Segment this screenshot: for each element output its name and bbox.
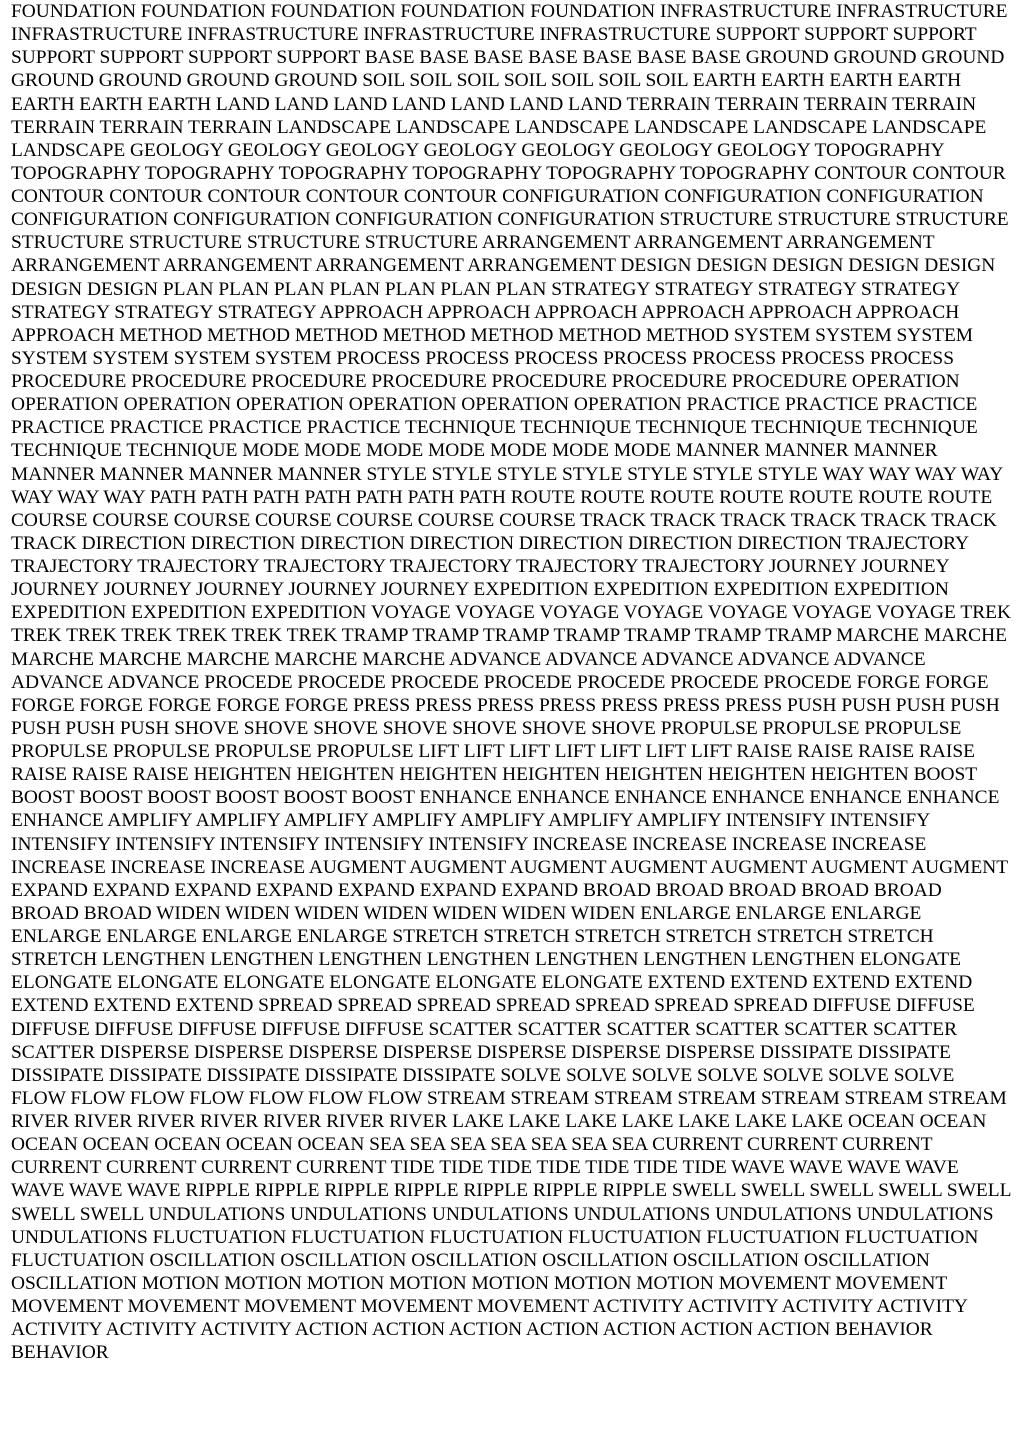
- text-line: MOVEMENT MOVEMENT MOVEMENT MOVEMENT ACTIVITY ACTIVITY ACTIVITY ACTIVITY ACTIVITY: [11, 1296, 968, 1341]
- text-line: DIRECTION DIRECTION DIRECTION DIRECTION DIRECTION DIRECTION TRAJECTORY TRAJECTORY: [11, 532, 969, 577]
- text-line: BOOST ENHANCE ENHANCE ENHANCE ENHANCE ENHANCE ENHANCE ENHANCE AMPLIFY AMPLIFY: [11, 787, 1000, 832]
- text-line: TIDE TIDE TIDE WAVE WAVE WAVE WAVE WAVE WAVE WAVE RIPPLE RIPPLE RIPPLE RIPPLE RIPPLE: [11, 1157, 959, 1202]
- text-line: OPERATION PRACTICE PRACTICE PRACTICE PRACTICE PRACTICE PRACTICE PRACTICE TECHNIQUE: [11, 394, 978, 439]
- text-line: UNDULATIONS UNDULATIONS UNDULATIONS UNDULATIONS UNDULATIONS FLUCTUATION: [11, 1203, 994, 1248]
- text-line: STRATEGY STRATEGY STRATEGY STRATEGY APPROACH APPROACH APPROACH APPROACH: [11, 278, 960, 323]
- text-line: TOPOGRAPHY TOPOGRAPHY TOPOGRAPHY CONTOUR CONTOUR CONTOUR CONTOUR CONTOUR: [11, 162, 1006, 207]
- text-line: TRAMP MARCHE MARCHE MARCHE MARCHE MARCHE MARCHE MARCHE ADVANCE ADVANCE: [11, 625, 1007, 670]
- text-line: INFRASTRUCTURE INFRASTRUCTURE INFRASTRUCTURE INFRASTRUCTURE INFRASTRUCTURE: [11, 1, 1008, 46]
- text-line: MODE MODE MODE MANNER MANNER MANNER MANNER MANNER MANNER MANNER STYLE STYLE: [11, 440, 938, 485]
- text-line: EXPEDITION EXPEDITION EXPEDITION VOYAGE VOYAGE VOYAGE VOYAGE VOYAGE VOYAGE: [11, 602, 872, 624]
- text-line: MOTION MOTION MOTION MOTION MOTION MOTION MOTION MOVEMENT MOVEMENT MOVEMENT: [11, 1272, 947, 1317]
- text-line: LIFT LIFT LIFT LIFT LIFT RAISE RAISE RAISE RAISE RAISE RAISE RAISE HEIGHTEN HEIGHTEN: [11, 741, 975, 786]
- text-line: SCATTER SCATTER SCATTER DISPERSE DISPERSE DISPERSE DISPERSE DISPERSE DISPERSE DISPERSE: [11, 1018, 958, 1063]
- text-line: TRAJECTORY TRAJECTORY TRAJECTORY TRAJECTORY TRAJECTORY JOURNEY JOURNEY JOURNEY: [11, 556, 949, 601]
- text-line: LENGTHEN LENGTHEN LENGTHEN LENGTHEN LENGTHEN LENGTHEN LENGTHEN ELONGATE: [102, 949, 961, 971]
- text-line: DIFFUSE DIFFUSE DIFFUSE DIFFUSE DIFFUSE DIFFUSE DIFFUSE SCATTER SCATTER SCATTER SCATTER: [11, 995, 975, 1040]
- text-line: STYLE STYLE STYLE STYLE STYLE WAY WAY WAY WAY WAY WAY WAY PATH PATH PATH PATH PATH: [11, 463, 1003, 508]
- text-line: STREAM STREAM STREAM RIVER RIVER RIVER RIVER RIVER RIVER RIVER LAKE LAKE LAKE LAKE: [11, 1087, 1007, 1132]
- text-line: PROCESS PROCESS PROCESS PROCEDURE PROCEDURE PROCEDURE PROCEDURE PROCEDURE: [11, 347, 954, 392]
- text-line: VOYAGE TREK TREK TREK TREK TREK TREK TREK TRAMP TRAMP TRAMP TRAMP TRAMP TRAMP: [11, 602, 1012, 647]
- text-line: ACTIVITY ACTIVITY ACTION ACTION ACTION ACTION ACTION ACTION ACTION BEHAVIOR BEHAVIOR: [11, 1319, 933, 1364]
- text-line: HEIGHTEN HEIGHTEN HEIGHTEN HEIGHTEN HEIGHTEN BOOST BOOST BOOST BOOST BOOST BOOST: [11, 764, 977, 809]
- text-line: ENLARGE ENLARGE ENLARGE STRETCH STRETCH STRETCH STRETCH STRETCH STRETCH STRETCH: [11, 926, 934, 971]
- text-line: FLUCTUATION FLUCTUATION FLUCTUATION FLUCTUATION FLUCTUATION FLUCTUATION: [11, 1226, 979, 1271]
- text-line: AMPLIFY AMPLIFY AMPLIFY AMPLIFY AMPLIFY INTENSIFY INTENSIFY INTENSIFY INTENSIFY: [11, 810, 930, 855]
- text-line: DESIGN DESIGN DESIGN PLAN PLAN PLAN PLAN PLAN PLAN PLAN STRATEGY STRATEGY STRATEGY: [11, 255, 996, 300]
- text-line: FOUNDATION FOUNDATION FOUNDATION FOUNDATION FOUNDATION INFRASTRUCTURE: [11, 1, 832, 22]
- text-line: ADVANCE ADVANCE ADVANCE ADVANCE ADVANCE PROCEDE PROCEDE PROCEDE PROCEDE PROCEDE: [11, 648, 926, 693]
- text-line: COURSE COURSE COURSE TRACK TRACK TRACK TRACK TRACK TRACK TRACK DIRECTION: [11, 509, 997, 554]
- text-line: SOIL SOIL EARTH EARTH EARTH EARTH EARTH EARTH EARTH LAND LAND LAND LAND LAND LAND: [11, 70, 962, 115]
- text-line: BASE GROUND GROUND GROUND GROUND GROUND GROUND GROUND SOIL SOIL SOIL SOIL SOIL: [11, 47, 1005, 92]
- text-line: ELONGATE ELONGATE ELONGATE ELONGATE ELONGATE ELONGATE EXTEND EXTEND EXTEND: [11, 972, 890, 994]
- text-line: INTENSIFY INTENSIFY INTENSIFY INCREASE INCREASE INCREASE INCREASE INCREASE INCREASE: [11, 833, 927, 878]
- text-line: OSCILLATION OSCILLATION OSCILLATION OSCILLATION OSCILLATION OSCILLATION OSCILLATION: [11, 1249, 930, 1294]
- text-line: PROCEDE PROCEDE FORGE FORGE FORGE FORGE FORGE FORGE FORGE PRESS PRESS PRESS PRESS: [11, 671, 989, 716]
- text-line: STRUCTURE STRUCTURE STRUCTURE STRUCTURE ARRANGEMENT ARRANGEMENT ARRANGEMENT: [11, 232, 935, 254]
- text-line: EXPAND EXPAND EXPAND EXPAND EXPAND EXPAND BROAD BROAD BROAD BROAD BROAD BROAD: [11, 879, 942, 924]
- text-line: PROCEDURE PROCEDURE OPERATION OPERATION OPERATION OPERATION OPERATION OPERATION: [11, 371, 960, 416]
- text-line: EXTEND EXTEND EXTEND EXTEND SPREAD SPREAD SPREAD SPREAD SPREAD SPREAD SPREAD: [11, 972, 973, 1017]
- text-line: ARRANGEMENT ARRANGEMENT ARRANGEMENT ARRANGEMENT DESIGN DESIGN DESIGN DESIGN: [11, 255, 920, 277]
- text-line: SYSTEM SYSTEM SYSTEM SYSTEM SYSTEM SYSTEM SYSTEM PROCESS PROCESS PROCESS PROCESS: [11, 324, 974, 369]
- text-line: GEOLOGY GEOLOGY GEOLOGY GEOLOGY TOPOGRAPHY TOPOGRAPHY TOPOGRAPHY TOPOGRAPHY: [11, 139, 944, 184]
- text-line: PATH PATH ROUTE ROUTE ROUTE ROUTE ROUTE ROUTE ROUTE COURSE COURSE COURSE COURSE: [11, 486, 993, 531]
- text-line: APPROACH APPROACH APPROACH METHOD METHOD METHOD METHOD METHOD METHOD METHOD: [11, 301, 960, 346]
- text-line: SOLVE SOLVE SOLVE FLOW FLOW FLOW FLOW FLOW FLOW FLOW STREAM STREAM STREAM STREAM: [11, 1064, 955, 1109]
- text-line: SUPPORT SUPPORT SUPPORT SUPPORT SUPPORT SUPPORT SUPPORT BASE BASE BASE BASE BASE BASE: [11, 24, 977, 69]
- text-line: SEA CURRENT CURRENT CURRENT CURRENT CURRENT CURRENT CURRENT TIDE TIDE TIDE TIDE: [11, 1134, 933, 1179]
- text-line: LAKE LAKE LAKE OCEAN OCEAN OCEAN OCEAN OCEAN OCEAN OCEAN SEA SEA SEA SEA SEA SEA: [11, 1111, 987, 1156]
- text-line: LANDSCAPE LANDSCAPE LANDSCAPE LANDSCAPE LANDSCAPE GEOLOGY GEOLOGY GEOLOGY: [11, 116, 987, 161]
- text-line: BROAD WIDEN WIDEN WIDEN WIDEN WIDEN WIDEN WIDEN ENLARGE ENLARGE ENLARGE ENLARGE: [11, 902, 922, 947]
- text-line: TECHNIQUE TECHNIQUE TECHNIQUE TECHNIQUE TECHNIQUE TECHNIQUE MODE MODE MODE MODE: [11, 417, 978, 462]
- text-line: RIPPLE RIPPLE SWELL SWELL SWELL SWELL SWELL SWELL SWELL UNDULATIONS UNDULATIONS: [11, 1180, 1011, 1225]
- text-line: INCREASE AUGMENT AUGMENT AUGMENT AUGMENT AUGMENT AUGMENT AUGMENT EXPAND: [11, 856, 1008, 901]
- text-line: JOURNEY JOURNEY JOURNEY JOURNEY EXPEDITION EXPEDITION EXPEDITION EXPEDITION: [103, 579, 949, 601]
- text-line: PRESS PRESS PRESS PUSH PUSH PUSH PUSH PUSH PUSH PUSH SHOVE SHOVE SHOVE SHOVE SHOVE: [11, 694, 1000, 739]
- text-line: SHOVE SHOVE PROPULSE PROPULSE PROPULSE PROPULSE PROPULSE PROPULSE PROPULSE LIFT LIFT: [11, 717, 962, 762]
- text-line: CONFIGURATION CONFIGURATION CONFIGURATION STRUCTURE STRUCTURE STRUCTURE: [173, 209, 1009, 231]
- text-line: CONTOUR CONTOUR CONFIGURATION CONFIGURATION CONFIGURATION CONFIGURATION: [11, 186, 984, 231]
- body-text: [11, 0, 1012, 1364]
- text-line: LAND TERRAIN TERRAIN TERRAIN TERRAIN TERRAIN TERRAIN TERRAIN LANDSCAPE LANDSCAPE: [11, 93, 977, 138]
- text-line: DISSIPATE DISSIPATE DISSIPATE DISSIPATE DISSIPATE DISSIPATE DISSIPATE SOLVE SOLVE SOLVE SOLVE: [11, 1041, 951, 1086]
